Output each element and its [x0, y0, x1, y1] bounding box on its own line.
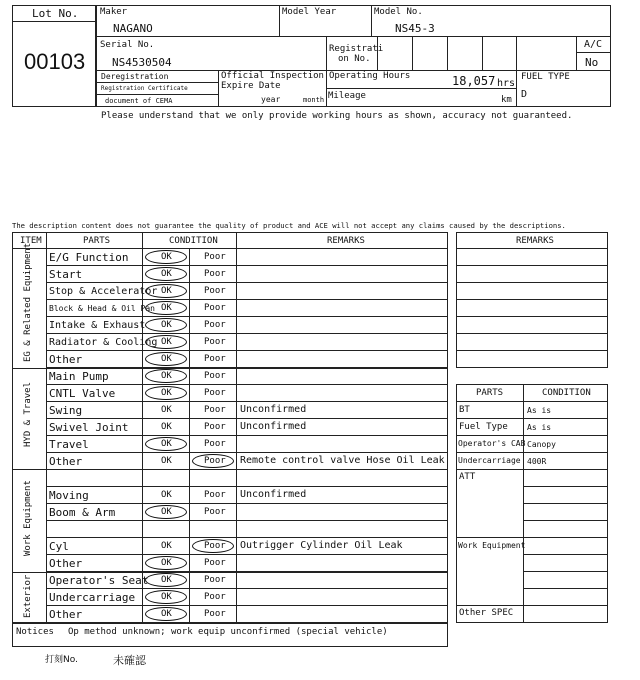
part-label: Other	[49, 353, 83, 366]
ok-mark: OK	[161, 405, 172, 415]
ok-circle-mark	[145, 318, 187, 332]
ac-label: A/C	[584, 39, 603, 50]
part-label: Swivel Joint	[49, 421, 129, 434]
maker-value: NAGANO	[113, 22, 153, 35]
part-label: E/G Function	[49, 251, 129, 264]
part-label: Cyl	[49, 540, 69, 553]
ok-mark: OK	[161, 269, 172, 279]
ok-mark: OK	[161, 320, 172, 330]
part-label: Other	[49, 557, 83, 570]
poor-mark: Poor	[204, 388, 226, 398]
lot-label: Lot No.	[32, 7, 79, 20]
ok-circle-mark	[145, 386, 187, 400]
poor-circle-mark	[192, 539, 234, 553]
remark-text: Unconfirmed	[240, 421, 307, 432]
part-label: CNTL Valve	[49, 387, 116, 400]
part-label: Undercarriage	[49, 591, 136, 604]
registration-label-2: on No.	[338, 54, 371, 64]
part-label: Stop & Accelerator	[49, 285, 158, 297]
part-label: Main Pump	[49, 370, 109, 383]
remark-text: Unconfirmed	[240, 404, 307, 415]
ok-circle-mark	[145, 335, 187, 349]
inspection-label-1: Official Inspection	[221, 71, 324, 81]
spec-part-bt: BT	[459, 405, 470, 415]
ok-mark: OK	[161, 541, 172, 551]
poor-mark: Poor	[204, 303, 226, 313]
document-cema-label: document of CEMA	[105, 97, 173, 105]
part-label: Moving	[49, 489, 89, 502]
poor-mark: Poor	[204, 286, 226, 296]
model-no-label: Model No.	[374, 7, 423, 17]
notices-label: Notices	[16, 627, 54, 637]
spec-col-parts: PARTS	[476, 388, 504, 398]
part-label: Intake & Exhaust	[49, 319, 146, 331]
group-label-eg: EG & Related Equipment	[23, 242, 33, 362]
col-condition-header: CONDITION	[169, 236, 218, 246]
stamp-value: 未確認	[113, 654, 146, 667]
lot-number: 00103	[24, 49, 86, 74]
spec-condition-bt: As is	[527, 406, 552, 415]
ok-circle-mark	[145, 505, 187, 519]
spec-condition-fuel-type: As is	[527, 423, 552, 432]
part-label: Travel	[49, 438, 89, 451]
ok-mark: OK	[161, 371, 172, 381]
month-label: month	[303, 96, 325, 104]
fuel-type-value: D	[521, 89, 528, 100]
part-label: Radiator & Cooling	[49, 336, 158, 348]
description-note: The description content does not guarantee the quality of product and ACE will not accept any claims caused by the descriptions.	[12, 221, 566, 230]
spec-col-condition: CONDITION	[542, 388, 591, 398]
poor-mark: Poor	[204, 439, 226, 449]
poor-mark: Poor	[204, 592, 226, 602]
poor-mark: Poor	[204, 456, 226, 466]
operating-hours-value: 18,057	[452, 74, 496, 88]
poor-mark: Poor	[204, 371, 226, 381]
ok-mark: OK	[161, 439, 172, 449]
ok-circle-mark	[145, 590, 187, 604]
ac-value: No	[585, 56, 599, 69]
serial-value: NS4530504	[112, 56, 172, 69]
part-label: Block & Head & Oil Pan	[49, 303, 155, 313]
poor-mark: Poor	[204, 422, 226, 432]
group-label-work: Work Equipment	[23, 480, 33, 556]
ok-circle-mark	[145, 250, 187, 264]
remark-text: Remote control valve Hose Oil Leak	[240, 455, 445, 466]
mileage-label: Mileage	[328, 91, 366, 101]
remark-text: Unconfirmed	[240, 489, 307, 500]
ok-circle-mark	[145, 556, 187, 570]
ok-circle-mark	[145, 267, 187, 281]
col-item-header: ITEM	[20, 236, 42, 246]
inspection-label-2: Expire Date	[221, 81, 281, 91]
ok-mark: OK	[161, 354, 172, 364]
ok-circle-mark	[145, 284, 187, 298]
ok-mark: OK	[161, 303, 172, 313]
poor-mark: Poor	[204, 405, 226, 415]
ok-mark: OK	[161, 388, 172, 398]
part-label: Boom & Arm	[49, 506, 116, 519]
stamp-label: 打刻No.	[45, 655, 78, 665]
ok-mark: OK	[161, 575, 172, 585]
fuel-type-label: FUEL TYPE	[521, 72, 570, 82]
poor-mark: Poor	[204, 337, 226, 347]
ok-circle-mark	[145, 352, 187, 366]
poor-mark: Poor	[204, 320, 226, 330]
ok-circle-mark	[145, 607, 187, 621]
ok-mark: OK	[161, 592, 172, 602]
right-remarks-header: REMARKS	[516, 236, 554, 246]
model-no-value: NS45-3	[395, 22, 435, 35]
ok-mark: OK	[161, 490, 172, 500]
remark-text: Outrigger Cylinder Oil Leak	[240, 540, 403, 551]
ok-mark: OK	[161, 507, 172, 517]
ok-mark: OK	[161, 286, 172, 296]
operating-hours-label: Operating Hours	[329, 71, 411, 81]
year-label: year	[261, 95, 281, 104]
ok-mark: OK	[161, 337, 172, 347]
registration-certificate-label: Registration Certificate	[101, 85, 188, 92]
part-label: Other	[49, 608, 83, 621]
poor-mark: Poor	[204, 490, 226, 500]
spec-other-label: Other SPEC	[459, 608, 514, 618]
km-unit: km	[501, 95, 512, 105]
maker-label: Maker	[100, 7, 128, 17]
poor-mark: Poor	[204, 252, 226, 262]
part-label: Swing	[49, 404, 83, 417]
ok-circle-mark	[145, 369, 187, 383]
ok-circle-mark	[145, 301, 187, 315]
disclaimer: Please understand that we only provide working hours as shown, accuracy not guaranteed.	[101, 111, 573, 121]
poor-mark: Poor	[204, 609, 226, 619]
ok-mark: OK	[161, 422, 172, 432]
poor-circle-mark	[192, 454, 234, 468]
spec-part-undercarriage: Undercarriage	[458, 456, 521, 465]
part-label: Other	[49, 455, 83, 468]
poor-mark: Poor	[204, 541, 226, 551]
part-label: Operator's Seat	[49, 574, 149, 587]
ok-mark: OK	[161, 558, 172, 568]
ok-circle-mark	[145, 437, 187, 451]
ok-mark: OK	[161, 609, 172, 619]
poor-mark: Poor	[204, 575, 226, 585]
ok-mark: OK	[161, 252, 172, 262]
part-label: Start	[49, 268, 83, 281]
model-year-label: Model Year	[282, 7, 337, 17]
ok-circle-mark	[145, 573, 187, 587]
poor-mark: Poor	[204, 507, 226, 517]
deregistration-label: Deregistration	[101, 72, 169, 81]
poor-mark: Poor	[204, 354, 226, 364]
serial-label: Serial No.	[100, 40, 155, 50]
spec-part-operator-cab: Operator's CAB	[458, 439, 526, 448]
spec-work-equipment-label: Work Equipment	[458, 541, 526, 550]
poor-mark: Poor	[204, 558, 226, 568]
spec-condition-undercarriage: 400R	[527, 457, 547, 466]
spec-part-fuel-type: Fuel Type	[459, 422, 508, 432]
col-remarks-header: REMARKS	[327, 236, 365, 246]
hrs-unit: hrs	[497, 78, 516, 89]
group-label-exterior: Exterior	[23, 574, 33, 618]
notices-text: Op method unknown; work equip unconfirmed (special vehicle)	[68, 627, 388, 637]
registration-label-1: Registrati	[329, 44, 384, 54]
spec-condition-operator-cab: Canopy	[527, 440, 556, 449]
spec-att-label: ATT	[459, 472, 476, 482]
poor-mark: Poor	[204, 269, 226, 279]
ok-mark: OK	[161, 456, 172, 466]
col-parts-header: PARTS	[83, 236, 111, 246]
group-label-hyd: HYD & Travel	[23, 381, 33, 447]
